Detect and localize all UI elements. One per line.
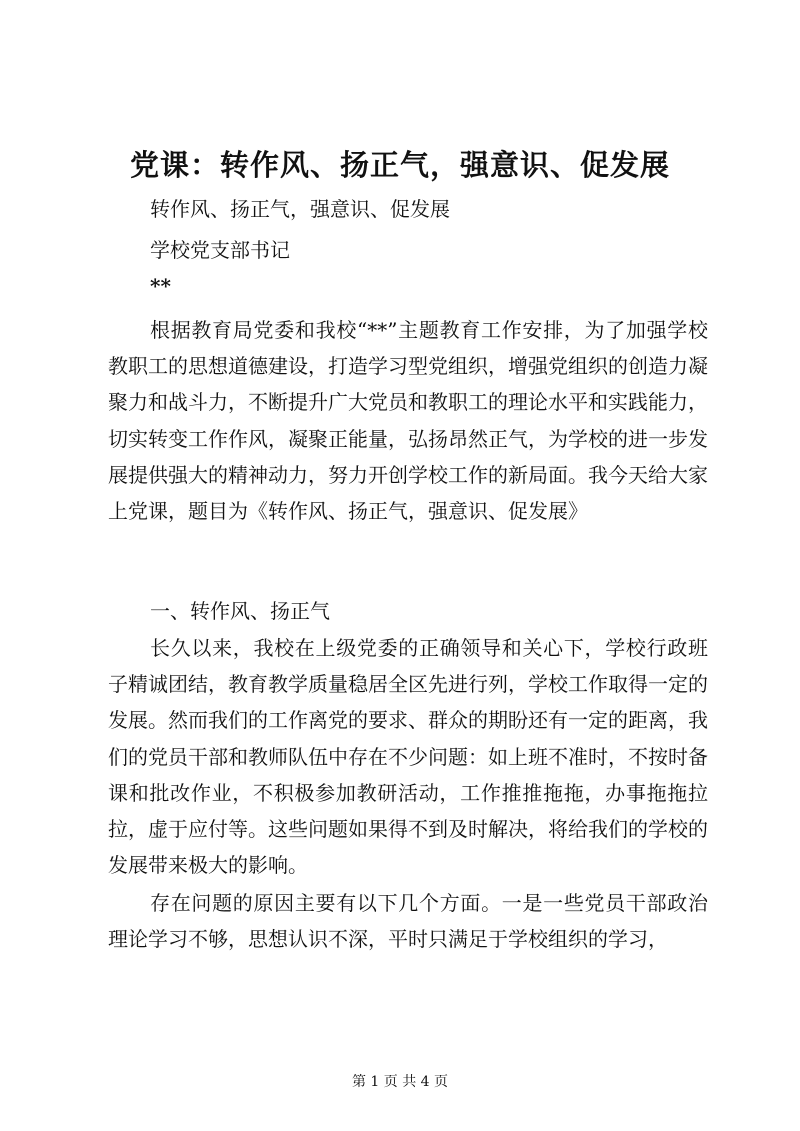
document-title: 党课：转作风、扬正气，强意识、促发展 xyxy=(129,148,670,182)
document-subtitle: 转作风、扬正气，强意识、促发展 xyxy=(150,197,450,221)
author-role: 学校党支部书记 xyxy=(150,238,290,262)
paragraph-intro: 根据教育局党委和我校“**”主题教育工作安排，为了加强学校教职工的思想道德建设，打造学习型党组织，增强党组织的创造力凝聚力和战斗力，不断提升广大党员和教职工的理论水平和实践能力，切实转变工作作风，凝聚正能量，弘扬昂然正气，为学校的进一步发展提供强大的精神动力，努力开创学校工作的新局面。我今天给大家上党课，题目为《转作风、扬正气，强意识、促发展》 xyxy=(108,318,708,524)
section-heading: 一、转作风、扬正气 xyxy=(150,599,330,623)
page-footer: 第 1 页 共 4 页 xyxy=(351,1074,449,1090)
author-name: ** xyxy=(150,274,171,298)
paragraph-causes: 存在问题的原因主要有以下几个方面。一是一些党员干部政治理论学习不够，思想认识不深，平时只满足于学校组织的学习， xyxy=(108,891,708,952)
paragraph-problems: 长久以来，我校在上级党委的正确领导和关心下，学校行政班子精诚团结，教育教学质量稳居全区先进行列，学校工作取得一定的发展。然而我们的工作离党的要求、群众的期盼还有一定的距离，我们的党员干部和教师队伍中存在不少问题：如上班不准时，不按时备课和批改作业，不积极参加教研活动，工作推推拖拖，办事拖拖拉拉，虚于应付等。这些问题如果得不到及时解决，将给我们的学校的发展带来极大的影响。 xyxy=(108,636,708,878)
